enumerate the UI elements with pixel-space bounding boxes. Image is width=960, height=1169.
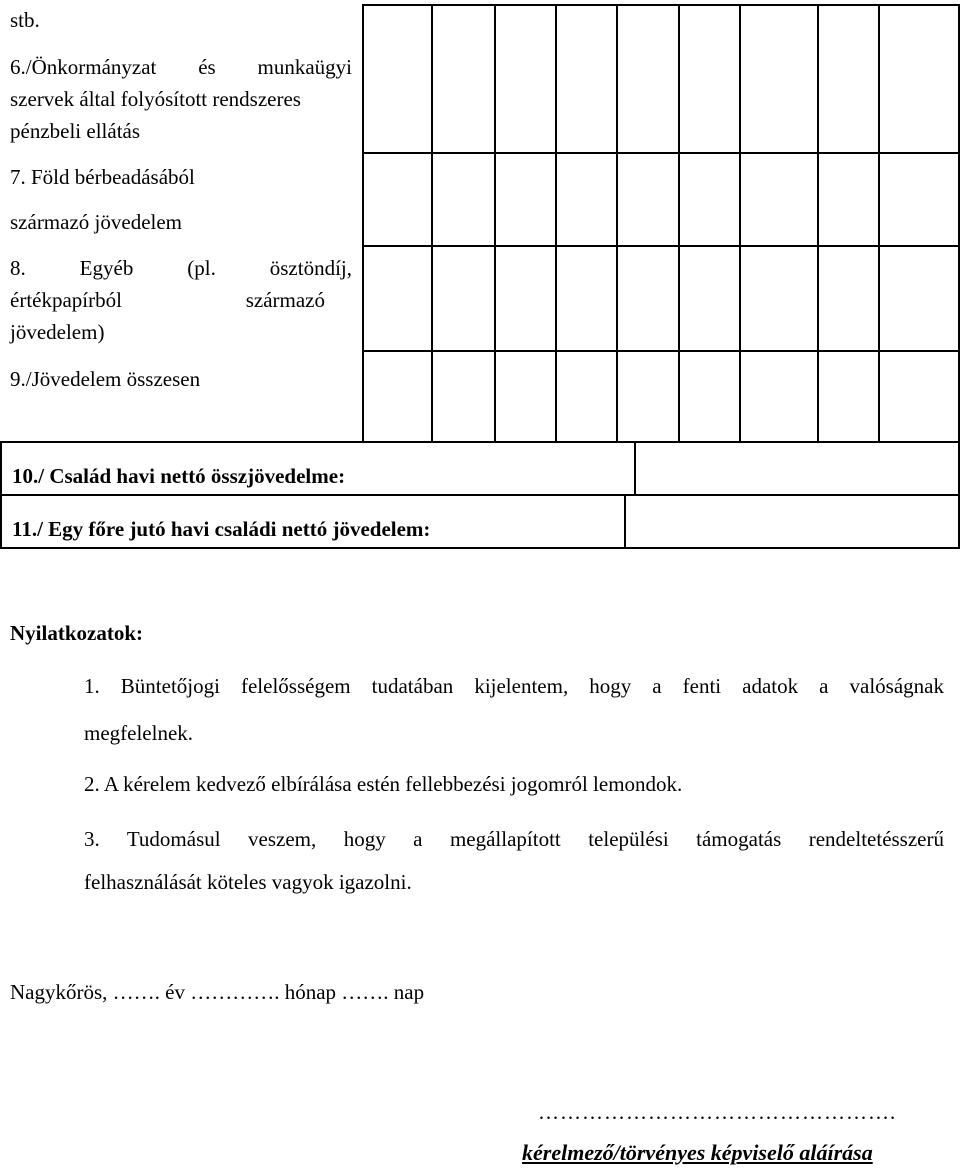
table-row-divider [0,441,960,443]
table-col-divider [494,4,496,441]
row-label-6-line3: pénzbeli ellátás [10,119,141,143]
row-label-11: 11./ Egy főre jutó havi családi nettó jövedelem: [12,517,431,541]
table-row-divider [0,494,960,496]
row-label-7-line2: származó jövedelem [10,210,182,234]
table-col-divider [624,494,626,547]
declaration-1-line1: 1. Büntetőjogi felelősségem tudatában kijelentem, hogy a fenti adatok a valóságnak [84,674,944,698]
table-col-divider [739,4,741,441]
table-row-divider [362,152,960,154]
signature-line: …………………………………………. [538,1100,897,1124]
date-line: Nagykőrös, ……. év …………. hónap ……. nap [10,980,425,1004]
declaration-2: 2. A kérelem kedvező elbírálása estén fellebbezési jogomról lemondok. [84,772,683,796]
declaration-3-line1: 3. Tudomásul veszem, hogy a megállapított települési támogatás rendeltetésszerű [84,827,944,851]
declarations-heading: Nyilatkozatok: [10,621,143,645]
table-col-divider [555,4,557,441]
row-label-7-line1: 7. Föld bérbeadásából [10,165,195,189]
row-label-6-line2: szervek által folyósított rendszeres [10,87,301,111]
row-label-10: 10./ Család havi nettó összjövedelme: [12,464,346,488]
table-top-border [362,4,960,6]
table-bottom-border [0,547,960,549]
row-label-stb: stb. [10,8,40,32]
table-row-divider [362,350,960,352]
signature-label: kérelmező/törvényes képviselő aláírása [522,1140,873,1165]
row-label-6-line1: 6./Önkormányzat és munkaügyi [10,55,352,79]
table-col-divider [616,4,618,441]
table-row-divider [362,245,960,247]
table-col-divider [634,441,636,494]
row-label-8-line1: 8. Egyéb (pl. ösztöndíj, [10,256,352,280]
table-col-divider [878,4,880,441]
table-col-divider [817,4,819,441]
declaration-1-line2: megfelelnek. [84,721,194,745]
row-label-8-line2: értékpapírból származó [10,288,325,312]
table-col-divider [431,4,433,441]
table-col-divider [678,4,680,441]
row-label-9: 9./Jövedelem összesen [10,367,201,391]
table-left-border [0,441,2,549]
declaration-3-line2: felhasználását köteles vagyok igazolni. [84,870,412,894]
row-label-8-line3: jövedelem) [10,320,105,344]
table-col-divider [362,4,364,441]
